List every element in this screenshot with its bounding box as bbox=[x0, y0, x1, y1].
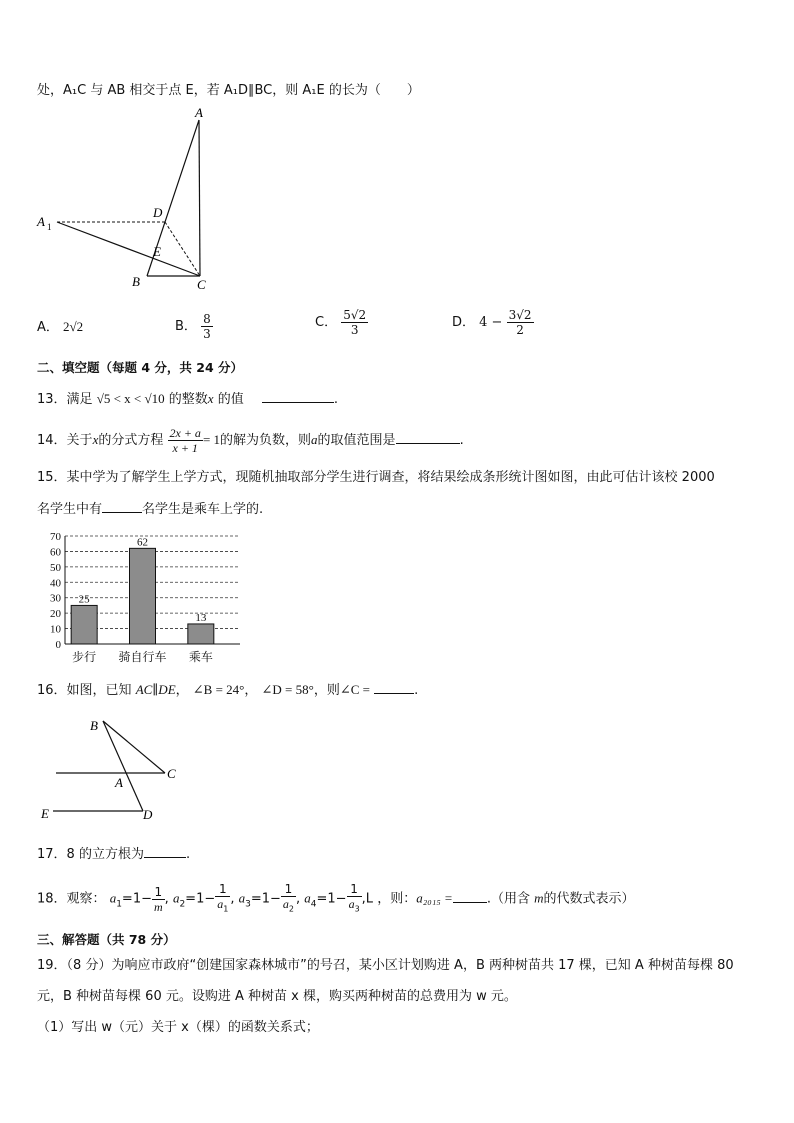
y-tick-label: 30 bbox=[50, 592, 61, 605]
answer-blank-17[interactable] bbox=[144, 845, 186, 858]
q12-stem: 处，A₁C 与 AB 相交于点 E，若 A₁D∥BC，则 A₁E 的长为（ ） bbox=[37, 83, 420, 98]
q16-parallel-lines-figure bbox=[35, 712, 195, 827]
label-A: A bbox=[195, 105, 203, 120]
bar bbox=[188, 624, 214, 644]
label-C: C bbox=[197, 277, 206, 292]
question-19-line2: 元，B 种树苗每棵 60 元。设购进 A 种树苗 x 棵，购买两种树苗的总费用为 w 元。 bbox=[37, 989, 517, 1004]
question-18: 18．观察： $a_1=1-$ $\frac{1}{m}$ , $a_2=1-$ $\frac{1}{a_1}$ , $a_3=1-$ $\frac{1}{a_2}$ , $a_4=1-$ $\frac{1}{a_3}$ ,L ，则：a₂₀₁₅ = .（用含 m的代数式表示） bbox=[37, 882, 635, 914]
answer-blank-13[interactable] bbox=[262, 390, 334, 403]
y-tick-label: 60 bbox=[50, 546, 61, 559]
label-D: D bbox=[143, 807, 153, 822]
question-19-part1: （1）写出 w（元）关于 x（棵）的函数关系式； bbox=[37, 1020, 319, 1035]
bar-value-label: 25 bbox=[78, 593, 90, 606]
section-2-heading: 二、填空题（每题 4 分，共 24 分） bbox=[37, 360, 244, 375]
label-D: D bbox=[153, 205, 163, 220]
label-A: A bbox=[115, 775, 123, 790]
label-B: B bbox=[132, 274, 140, 289]
label-E: E bbox=[153, 244, 161, 259]
bar-value-label: 62 bbox=[137, 536, 148, 549]
answer-blank-18[interactable] bbox=[453, 890, 487, 903]
category-label: 步行 bbox=[72, 650, 97, 664]
option-c: C． $\frac{5√2}{3}$ bbox=[315, 308, 367, 337]
question-17: 17．8 的立方根为 . bbox=[37, 847, 191, 862]
y-tick-label: 40 bbox=[50, 577, 61, 590]
question-15-line2: 名学生中有 名学生是乘车上学的. bbox=[37, 502, 264, 517]
bar bbox=[71, 605, 97, 644]
label-A1-sub: 1 bbox=[47, 222, 52, 232]
transport-bar-chart bbox=[30, 528, 250, 670]
y-tick-label: 10 bbox=[50, 623, 61, 636]
label-C: C bbox=[167, 766, 176, 781]
label-E: E bbox=[41, 806, 49, 821]
y-tick-label: 20 bbox=[50, 608, 61, 621]
y-tick-label: 0 bbox=[55, 639, 61, 651]
bar-value-label: 13 bbox=[195, 611, 207, 624]
y-tick-label: 50 bbox=[50, 561, 61, 574]
bar bbox=[130, 548, 156, 644]
option-a: A． 2√2 bbox=[37, 319, 84, 335]
question-19-line1: 19．（8 分）为响应市政府“创建国家森林城市”的号召，某小区计划购进 A，B 两种树苗共 17 棵，已知 A 种树苗每棵 80 bbox=[37, 958, 734, 973]
answer-blank-16[interactable] bbox=[374, 681, 414, 694]
label-A1: A bbox=[37, 214, 45, 229]
question-16: 16．如图，已知 AC∥DE， ∠B = 24°， ∠D = 58°，则∠C = . bbox=[37, 682, 419, 698]
answer-blank-15[interactable] bbox=[102, 500, 142, 513]
option-d: D． 4 − $\frac{3√2}{2}$ bbox=[452, 308, 532, 337]
option-b: B． $\frac{8}{3}$ bbox=[175, 312, 211, 341]
label-B: B bbox=[90, 718, 98, 733]
answer-blank-14[interactable] bbox=[396, 431, 460, 444]
y-tick-label: 70 bbox=[50, 531, 61, 543]
question-15-line1: 15．某中学为了解学生上学方式，现随机抽取部分学生进行调查，将结果绘成条形统计图如图，由此可估计该校 2000 bbox=[37, 470, 715, 485]
section-3-heading: 三、解答题（共 78 分） bbox=[37, 932, 176, 947]
q12-triangle-figure bbox=[30, 104, 220, 294]
category-label: 乘车 bbox=[188, 650, 213, 664]
category-label: 骑自行车 bbox=[118, 650, 167, 664]
question-14: 14．关于x的分式方程 $\frac{2x + a}{x + 1}$ = 1的解为负数，则a的取值范围是 . bbox=[37, 426, 464, 455]
question-13: 13．满足 √5 < x < √10 的整数x 的值 . bbox=[37, 391, 339, 407]
